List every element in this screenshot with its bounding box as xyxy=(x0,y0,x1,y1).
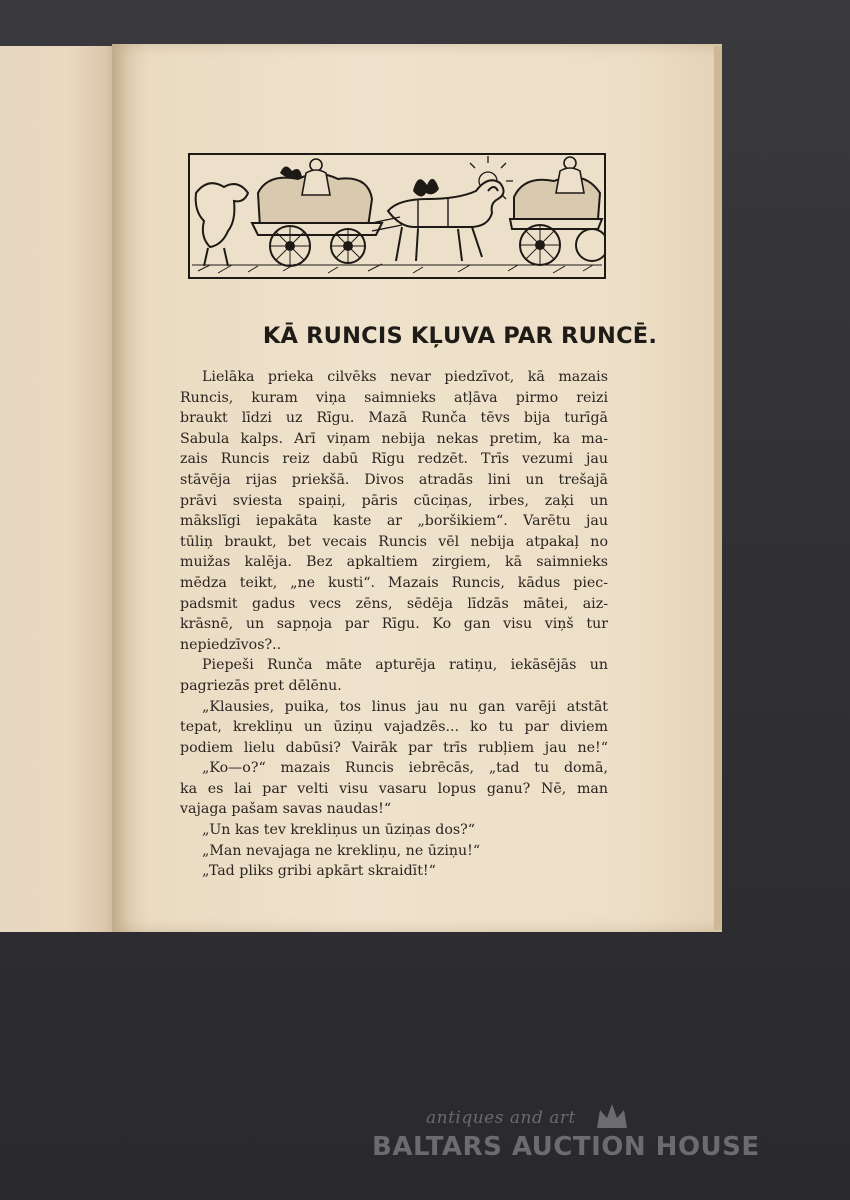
text-line: nepiedzīvos?.. xyxy=(180,636,282,653)
text-line: tepat, krekliņu un ūziņu vajadzēs... ko tu par diviem xyxy=(180,719,608,736)
watermark-tagline: antiques and art xyxy=(426,1108,576,1128)
text-line: „Tad pliks gribi apkārt skraidīt!“ xyxy=(202,863,436,880)
page-edge xyxy=(714,46,722,930)
text-line: ka es lai par velti visu vasaru lopus ganu? Nē, man xyxy=(180,780,608,797)
text-line: muižas kalēja. Bez apkaltiem zirgiem, kā saimnieks xyxy=(180,554,608,571)
horse-cart-illustration xyxy=(188,153,606,279)
text-line: podiem lielu dabūsi? Vairāk par trīs rubļiem jau ne!“ xyxy=(180,739,608,756)
text-line: Sabula kalps. Arī viņam nebija nekas pretim, ka ma- xyxy=(180,430,608,447)
text-line: Lielāka prieka cilvēks nevar piedzīvot, kā mazais xyxy=(202,369,608,385)
text-line: „Un kas tev krekliņus un ūziņas dos?“ xyxy=(202,822,476,839)
text-line: mēdza teikt, „ne kusti“. Mazais Runcis, kādus piec- xyxy=(180,574,608,591)
crown-icon xyxy=(594,1102,630,1132)
text-line: Piepeši Runča māte apturēja ratiņu, iekāsējās un xyxy=(202,657,608,674)
text-line: tūliņ braukt, bet vecais Runcis vēl nebija atpakaļ no xyxy=(180,533,608,550)
text-line: „Ko—o?“ mazais Runcis iebrēcās, „tad tu domā, xyxy=(202,760,608,777)
text-line: mākslīgi iepakāta kaste ar „boršikiem“. Varētu jau xyxy=(180,513,608,530)
text-line: pagriezās pret dēlēnu. xyxy=(180,677,342,694)
chapter-body xyxy=(180,367,608,882)
chapter-title-text: KĀ RUNCIS KĻUVA PAR RUNCĒ. xyxy=(262,323,658,349)
text-line: stāvēja rijas priekšā. Divos atradās lini un trešajā xyxy=(180,471,608,488)
watermark-name: BALTARS AUCTION HOUSE xyxy=(372,1132,760,1162)
text-line: „Klausies, puika, tos linus jau nu gan varēji atstāt xyxy=(202,698,608,715)
text-line: zais Runcis reiz dabū Rīgu redzēt. Trīs vezumi jau xyxy=(180,451,608,468)
chapter-title xyxy=(35,323,850,349)
text-line: padsmit gadus vecs zēns, sēdēja līdzās mātei, aiz- xyxy=(180,595,608,612)
auction-watermark xyxy=(372,1098,772,1168)
text-line: Runcis, kuram viņa saimnieks atļāva pirmo reizi xyxy=(180,389,608,406)
text-line: krāsnē, un sapņoja par Rīgu. Ko gan visu viņš tur xyxy=(180,616,608,633)
text-line: braukt līdzi uz Rīgu. Mazā Runča tēvs bija turīgā xyxy=(180,410,608,427)
text-line: „Man nevajaga ne krekliņu, ne ūziņu!“ xyxy=(202,842,481,859)
text-line: prāvi sviesta spaiņi, pāris cūciņas, irbes, zaķi un xyxy=(180,492,608,509)
left-page-edge xyxy=(0,46,122,932)
text-line: vajaga pašam savas naudas!“ xyxy=(180,801,392,818)
